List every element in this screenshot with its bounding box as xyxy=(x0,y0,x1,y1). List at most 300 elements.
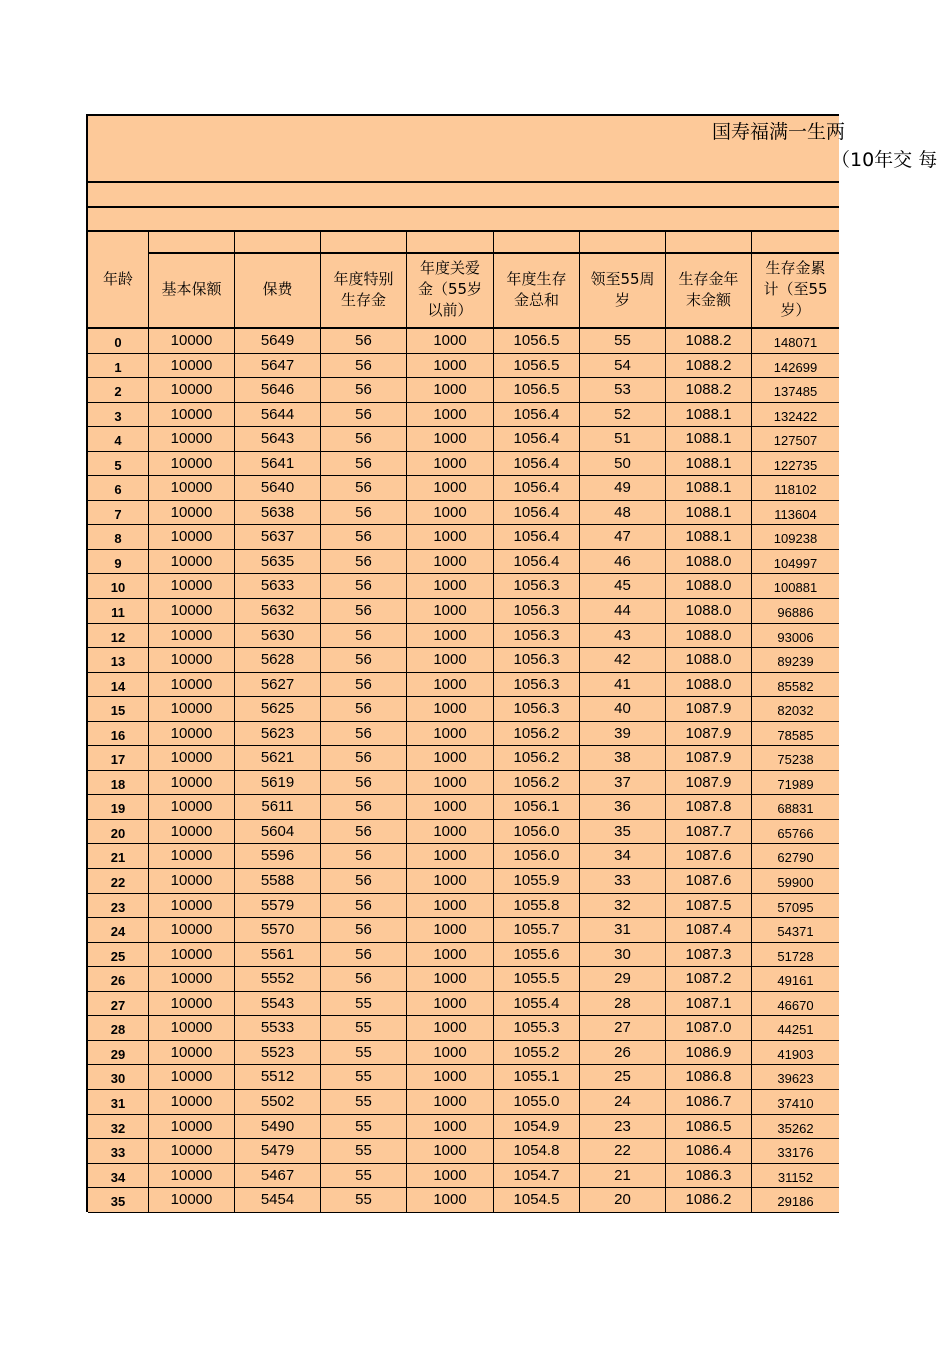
table-cell: 21 xyxy=(580,1164,666,1188)
table-cell: 26 xyxy=(88,967,149,991)
header-age: 年龄 xyxy=(88,232,149,327)
table-cell: 1088.2 xyxy=(666,378,752,402)
table-cell: 10000 xyxy=(149,378,235,402)
table-cell: 1000 xyxy=(407,1016,494,1040)
table-cell: 33 xyxy=(88,1139,149,1163)
table-cell: 8 xyxy=(88,525,149,549)
table-cell: 1054.9 xyxy=(494,1115,580,1139)
table-cell: 56 xyxy=(321,771,407,795)
table-cell: 5647 xyxy=(235,354,321,378)
table-cell: 5637 xyxy=(235,525,321,549)
table-cell: 1087.1 xyxy=(666,992,752,1016)
table-cell: 10000 xyxy=(149,820,235,844)
table-cell: 5619 xyxy=(235,771,321,795)
table-cell: 109238 xyxy=(773,531,818,547)
table-row xyxy=(88,844,839,869)
table-cell: 5638 xyxy=(235,501,321,525)
table-cell: 10000 xyxy=(149,501,235,525)
header-basic-sum: 基本保额 xyxy=(149,232,235,327)
table-row xyxy=(88,501,839,526)
table-cell: 5623 xyxy=(235,722,321,746)
table-cell: 1000 xyxy=(407,844,494,868)
table-cell: 29186 xyxy=(777,1194,814,1210)
table-cell: 75238 xyxy=(777,752,814,768)
table-cell: 1000 xyxy=(407,771,494,795)
table-cell: 52 xyxy=(580,403,666,427)
table-cell: 56 xyxy=(321,427,407,451)
table-cell: 5490 xyxy=(235,1115,321,1139)
table-cell: 1000 xyxy=(407,673,494,697)
table-cell: 1088.1 xyxy=(666,427,752,451)
table-cell: 1000 xyxy=(407,403,494,427)
table-cell: 1088.0 xyxy=(666,624,752,648)
table-cell: 1000 xyxy=(407,501,494,525)
table-cell: 1088.0 xyxy=(666,574,752,598)
table-cell: 10000 xyxy=(149,574,235,598)
table-cell: 5649 xyxy=(235,329,321,353)
table-cell: 56 xyxy=(321,820,407,844)
table-cell: 1056.1 xyxy=(494,795,580,819)
table-cell: 10000 xyxy=(149,1016,235,1040)
table-cell: 1088.0 xyxy=(666,599,752,623)
table-cell: 5627 xyxy=(235,673,321,697)
table-cell: 1056.4 xyxy=(494,427,580,451)
table-cell: 1087.6 xyxy=(666,844,752,868)
table-row xyxy=(88,1041,839,1066)
table-cell: 30 xyxy=(580,943,666,967)
table-cell: 56 xyxy=(321,918,407,942)
table-row xyxy=(88,869,839,894)
table-cell: 56 xyxy=(321,795,407,819)
table-cell: 18 xyxy=(88,771,149,795)
table-cell: 57095 xyxy=(777,899,814,915)
table-cell: 5479 xyxy=(235,1139,321,1163)
table-cell: 56 xyxy=(321,943,407,967)
table-cell: 5625 xyxy=(235,697,321,721)
table-cell: 1000 xyxy=(407,967,494,991)
table-cell: 5646 xyxy=(235,378,321,402)
table-row xyxy=(88,525,839,550)
table-cell: 27 xyxy=(580,1016,666,1040)
table-cell: 1056.5 xyxy=(494,354,580,378)
table-cell: 14 xyxy=(88,673,149,697)
table-cell: 56 xyxy=(321,452,407,476)
table-cell: 1056.3 xyxy=(494,673,580,697)
table-cell: 10000 xyxy=(149,869,235,893)
table-cell: 113604 xyxy=(774,506,817,522)
table-cell: 1087.4 xyxy=(666,918,752,942)
table-cell: 1087.9 xyxy=(666,722,752,746)
table-cell: 1000 xyxy=(407,894,494,918)
table-cell: 15 xyxy=(88,697,149,721)
table-row xyxy=(88,697,839,722)
table-cell: 2 xyxy=(88,378,149,402)
table-cell: 31 xyxy=(580,918,666,942)
table-cell: 1056.4 xyxy=(494,476,580,500)
table-cell: 55 xyxy=(321,1090,407,1114)
table-cell: 1055.5 xyxy=(494,967,580,991)
table-cell: 5640 xyxy=(235,476,321,500)
table-cell: 5633 xyxy=(235,574,321,598)
table-row xyxy=(88,1139,839,1164)
header-years-to-55: 领至55周 岁 xyxy=(580,232,666,327)
table-cell: 10000 xyxy=(149,599,235,623)
table-cell: 33 xyxy=(580,869,666,893)
header-divider xyxy=(149,252,839,254)
table-cell: 1087.2 xyxy=(666,967,752,991)
table-cell: 10000 xyxy=(149,1139,235,1163)
table-cell: 44 xyxy=(580,599,666,623)
table-cell: 37410 xyxy=(777,1095,814,1111)
table-row xyxy=(88,673,839,698)
table-cell: 10000 xyxy=(149,1065,235,1089)
table-cell: 1088.2 xyxy=(666,329,752,353)
table-cell: 55 xyxy=(321,1139,407,1163)
table-body xyxy=(88,329,839,1213)
table-cell: 10000 xyxy=(149,967,235,991)
table-cell: 5596 xyxy=(235,844,321,868)
table-cell: 5579 xyxy=(235,894,321,918)
table-cell: 1087.8 xyxy=(666,795,752,819)
table-cell: 1000 xyxy=(407,648,494,672)
table-cell: 56 xyxy=(321,599,407,623)
table-cell: 48 xyxy=(580,501,666,525)
table-cell: 28 xyxy=(580,992,666,1016)
table-cell: 1056.3 xyxy=(494,624,580,648)
table-cell: 10000 xyxy=(149,1090,235,1114)
table-cell: 10000 xyxy=(149,648,235,672)
table-cell: 10000 xyxy=(149,1188,235,1212)
table-cell: 22 xyxy=(580,1139,666,1163)
column-header-row xyxy=(88,232,839,327)
table-cell: 1000 xyxy=(407,820,494,844)
table-cell: 25 xyxy=(580,1065,666,1089)
table-cell: 78585 xyxy=(777,727,814,743)
table-cell: 0 xyxy=(88,329,149,353)
table-cell: 1087.7 xyxy=(666,820,752,844)
table-cell: 5467 xyxy=(235,1164,321,1188)
table-cell: 1056.4 xyxy=(494,403,580,427)
table-cell: 10000 xyxy=(149,329,235,353)
table-cell: 24 xyxy=(580,1090,666,1114)
table-cell: 56 xyxy=(321,329,407,353)
table-cell: 10 xyxy=(88,574,149,598)
table-cell: 56 xyxy=(321,476,407,500)
table-cell: 1087.5 xyxy=(666,894,752,918)
table-cell: 89239 xyxy=(777,654,814,670)
table-cell: 51728 xyxy=(777,948,814,964)
table-cell: 44251 xyxy=(777,1022,814,1038)
table-cell: 47 xyxy=(580,525,666,549)
table-cell: 56 xyxy=(321,967,407,991)
table-cell: 10000 xyxy=(149,673,235,697)
table-cell: 1087.9 xyxy=(666,771,752,795)
table-row xyxy=(88,427,839,452)
table-cell: 1000 xyxy=(407,378,494,402)
table-cell: 5604 xyxy=(235,820,321,844)
table-cell: 1000 xyxy=(407,1164,494,1188)
table-cell: 56 xyxy=(321,697,407,721)
table-cell: 33176 xyxy=(777,1145,814,1161)
table-cell: 56 xyxy=(321,722,407,746)
table-cell: 1000 xyxy=(407,746,494,770)
table-cell: 32 xyxy=(88,1115,149,1139)
table-cell: 96886 xyxy=(777,605,814,621)
table-cell: 1056.5 xyxy=(494,378,580,402)
table-cell: 53 xyxy=(580,378,666,402)
table-row xyxy=(88,329,839,354)
table-cell: 16 xyxy=(88,722,149,746)
table-cell: 100881 xyxy=(773,580,818,596)
table-cell: 1088.0 xyxy=(666,673,752,697)
table-cell: 27 xyxy=(88,992,149,1016)
table-cell: 50 xyxy=(580,452,666,476)
table-cell: 1000 xyxy=(407,943,494,967)
table-cell: 25 xyxy=(88,943,149,967)
table-cell: 10000 xyxy=(149,697,235,721)
table-cell: 40 xyxy=(580,697,666,721)
table-cell: 1088.0 xyxy=(666,648,752,672)
table-cell: 1056.0 xyxy=(494,820,580,844)
header-care-benefit: 年度关爱 金（55岁 以前） xyxy=(407,232,494,327)
table-cell: 31 xyxy=(88,1090,149,1114)
table-row xyxy=(88,354,839,379)
table-cell: 5643 xyxy=(235,427,321,451)
table-row xyxy=(88,378,839,403)
table-cell: 1088.1 xyxy=(666,501,752,525)
table-cell: 55 xyxy=(321,1115,407,1139)
table-cell: 62790 xyxy=(777,850,814,866)
table-cell: 13 xyxy=(88,648,149,672)
table-cell: 1055.8 xyxy=(494,894,580,918)
table-cell: 10000 xyxy=(149,943,235,967)
table-cell: 10000 xyxy=(149,1115,235,1139)
table-cell: 6 xyxy=(88,476,149,500)
table-row xyxy=(88,722,839,747)
table-cell: 1000 xyxy=(407,599,494,623)
table-row xyxy=(88,795,839,820)
table-cell: 12 xyxy=(88,624,149,648)
table-cell: 35 xyxy=(580,820,666,844)
table-cell: 1055.0 xyxy=(494,1090,580,1114)
table-cell: 56 xyxy=(321,525,407,549)
divider-line xyxy=(88,181,839,183)
table-row xyxy=(88,820,839,845)
table-cell: 1054.8 xyxy=(494,1139,580,1163)
table-row xyxy=(88,624,839,649)
table-cell: 10000 xyxy=(149,476,235,500)
table-cell: 1088.2 xyxy=(666,354,752,378)
table-cell: 10000 xyxy=(149,1041,235,1065)
table-cell: 45 xyxy=(580,574,666,598)
table-cell: 35 xyxy=(88,1188,149,1212)
table-cell: 10000 xyxy=(149,992,235,1016)
table-cell: 1056.4 xyxy=(494,550,580,574)
table-cell: 1086.8 xyxy=(666,1065,752,1089)
table-cell: 1055.7 xyxy=(494,918,580,942)
table-cell: 1000 xyxy=(407,550,494,574)
table-cell: 10000 xyxy=(149,894,235,918)
table-row xyxy=(88,1115,839,1140)
table-cell: 56 xyxy=(321,501,407,525)
table-row xyxy=(88,476,839,501)
table-cell: 132422 xyxy=(773,408,818,424)
table-cell: 5 xyxy=(88,452,149,476)
table-cell: 10000 xyxy=(149,427,235,451)
table-cell: 1000 xyxy=(407,992,494,1016)
table-cell: 1086.3 xyxy=(666,1164,752,1188)
table-cell: 1000 xyxy=(407,329,494,353)
table-cell: 26 xyxy=(580,1041,666,1065)
table-cell: 10000 xyxy=(149,452,235,476)
table-cell: 28 xyxy=(88,1016,149,1040)
table-row xyxy=(88,918,839,943)
table-cell: 1087.9 xyxy=(666,697,752,721)
table-cell: 4 xyxy=(88,427,149,451)
table-cell: 1000 xyxy=(407,918,494,942)
table-cell: 148071 xyxy=(773,335,818,350)
table-cell: 55 xyxy=(321,1065,407,1089)
table-cell: 1055.9 xyxy=(494,869,580,893)
table-cell: 1055.4 xyxy=(494,992,580,1016)
table-cell: 1056.5 xyxy=(494,329,580,353)
table-cell: 1088.1 xyxy=(666,525,752,549)
sheet-subtitle: （10年交 每 xyxy=(831,149,938,171)
table-cell: 46 xyxy=(580,550,666,574)
header-special-survival: 年度特别 生存金 xyxy=(321,232,407,327)
table-cell: 55 xyxy=(321,1164,407,1188)
table-cell: 56 xyxy=(321,648,407,672)
header-survival-total: 年度生存 金总和 xyxy=(494,232,580,327)
table-cell: 82032 xyxy=(777,703,814,719)
table-row xyxy=(88,1188,839,1213)
table-cell: 10000 xyxy=(149,771,235,795)
table-cell: 1088.0 xyxy=(666,550,752,574)
table-cell: 56 xyxy=(321,894,407,918)
table-cell: 56 xyxy=(321,673,407,697)
table-cell: 5561 xyxy=(235,943,321,967)
table-cell: 56 xyxy=(321,403,407,427)
table-cell: 127507 xyxy=(773,433,818,449)
table-cell: 5644 xyxy=(235,403,321,427)
table-cell: 1056.4 xyxy=(494,501,580,525)
table-cell: 1056.3 xyxy=(494,697,580,721)
table-cell: 56 xyxy=(321,746,407,770)
table-cell: 5628 xyxy=(235,648,321,672)
table-cell: 1087.6 xyxy=(666,869,752,893)
table-cell: 1000 xyxy=(407,1090,494,1114)
table-cell: 37 xyxy=(580,771,666,795)
table-cell: 1055.1 xyxy=(494,1065,580,1089)
table-row xyxy=(88,967,839,992)
table-cell: 56 xyxy=(321,378,407,402)
table-cell: 1056.2 xyxy=(494,746,580,770)
table-cell: 1086.9 xyxy=(666,1041,752,1065)
table-cell: 1087.9 xyxy=(666,746,752,770)
table-cell: 5552 xyxy=(235,967,321,991)
table-cell: 34 xyxy=(580,844,666,868)
table-row xyxy=(88,452,839,477)
insurance-table-sheet xyxy=(86,114,938,1212)
table-row xyxy=(88,771,839,796)
table-cell: 56 xyxy=(321,550,407,574)
table-cell: 35262 xyxy=(777,1120,814,1136)
table-cell: 10000 xyxy=(149,525,235,549)
table-cell: 122735 xyxy=(773,457,818,473)
table-row xyxy=(88,746,839,771)
table-cell: 1000 xyxy=(407,1139,494,1163)
table-cell: 1056.3 xyxy=(494,574,580,598)
table-cell: 10000 xyxy=(149,722,235,746)
table-cell: 1000 xyxy=(407,354,494,378)
table-cell: 5635 xyxy=(235,550,321,574)
table-cell: 10000 xyxy=(149,624,235,648)
table-cell: 10000 xyxy=(149,403,235,427)
table-cell: 21 xyxy=(88,844,149,868)
table-cell: 5570 xyxy=(235,918,321,942)
table-cell: 43 xyxy=(580,624,666,648)
table-cell: 49161 xyxy=(777,973,814,989)
table-cell: 1056.3 xyxy=(494,648,580,672)
table-cell: 10000 xyxy=(149,354,235,378)
table-cell: 1000 xyxy=(407,476,494,500)
table-cell: 1086.4 xyxy=(666,1139,752,1163)
table-cell: 1000 xyxy=(407,697,494,721)
table-cell: 1056.0 xyxy=(494,844,580,868)
table-cell: 55 xyxy=(321,1016,407,1040)
table-row xyxy=(88,648,839,673)
table-cell: 10000 xyxy=(149,844,235,868)
table-cell: 10000 xyxy=(149,746,235,770)
table-cell: 68831 xyxy=(777,801,814,817)
table-cell: 34 xyxy=(88,1164,149,1188)
table-cell: 41903 xyxy=(777,1046,814,1062)
table-cell: 49 xyxy=(580,476,666,500)
table-cell: 55 xyxy=(580,329,666,353)
table-cell: 1 xyxy=(88,354,149,378)
header-premium: 保费 xyxy=(235,232,321,327)
table-cell: 5611 xyxy=(235,795,321,819)
table-cell: 1086.2 xyxy=(666,1188,752,1212)
table-cell: 71989 xyxy=(777,776,814,792)
table-cell: 46670 xyxy=(777,997,814,1013)
table-cell: 56 xyxy=(321,844,407,868)
table-cell: 137485 xyxy=(773,384,818,400)
table-row xyxy=(88,599,839,624)
table-cell: 38 xyxy=(580,746,666,770)
table-cell: 54371 xyxy=(777,924,814,940)
table-cell: 10000 xyxy=(149,918,235,942)
table-row xyxy=(88,943,839,968)
table-cell: 5512 xyxy=(235,1065,321,1089)
table-cell: 5533 xyxy=(235,1016,321,1040)
table-cell: 104997 xyxy=(773,555,818,571)
table-cell: 1000 xyxy=(407,624,494,648)
table-cell: 17 xyxy=(88,746,149,770)
table-cell: 1055.3 xyxy=(494,1016,580,1040)
table-cell: 65766 xyxy=(777,825,814,841)
table-cell: 5641 xyxy=(235,452,321,476)
table-cell: 118102 xyxy=(774,482,817,498)
table-cell: 20 xyxy=(88,820,149,844)
sheet-title: 国寿福满一生两 xyxy=(712,121,846,143)
table-cell: 1088.1 xyxy=(666,476,752,500)
table-cell: 5588 xyxy=(235,869,321,893)
table-cell: 1000 xyxy=(407,427,494,451)
table-cell: 1088.1 xyxy=(666,452,752,476)
table-cell: 55 xyxy=(321,1041,407,1065)
table-cell: 55 xyxy=(321,992,407,1016)
